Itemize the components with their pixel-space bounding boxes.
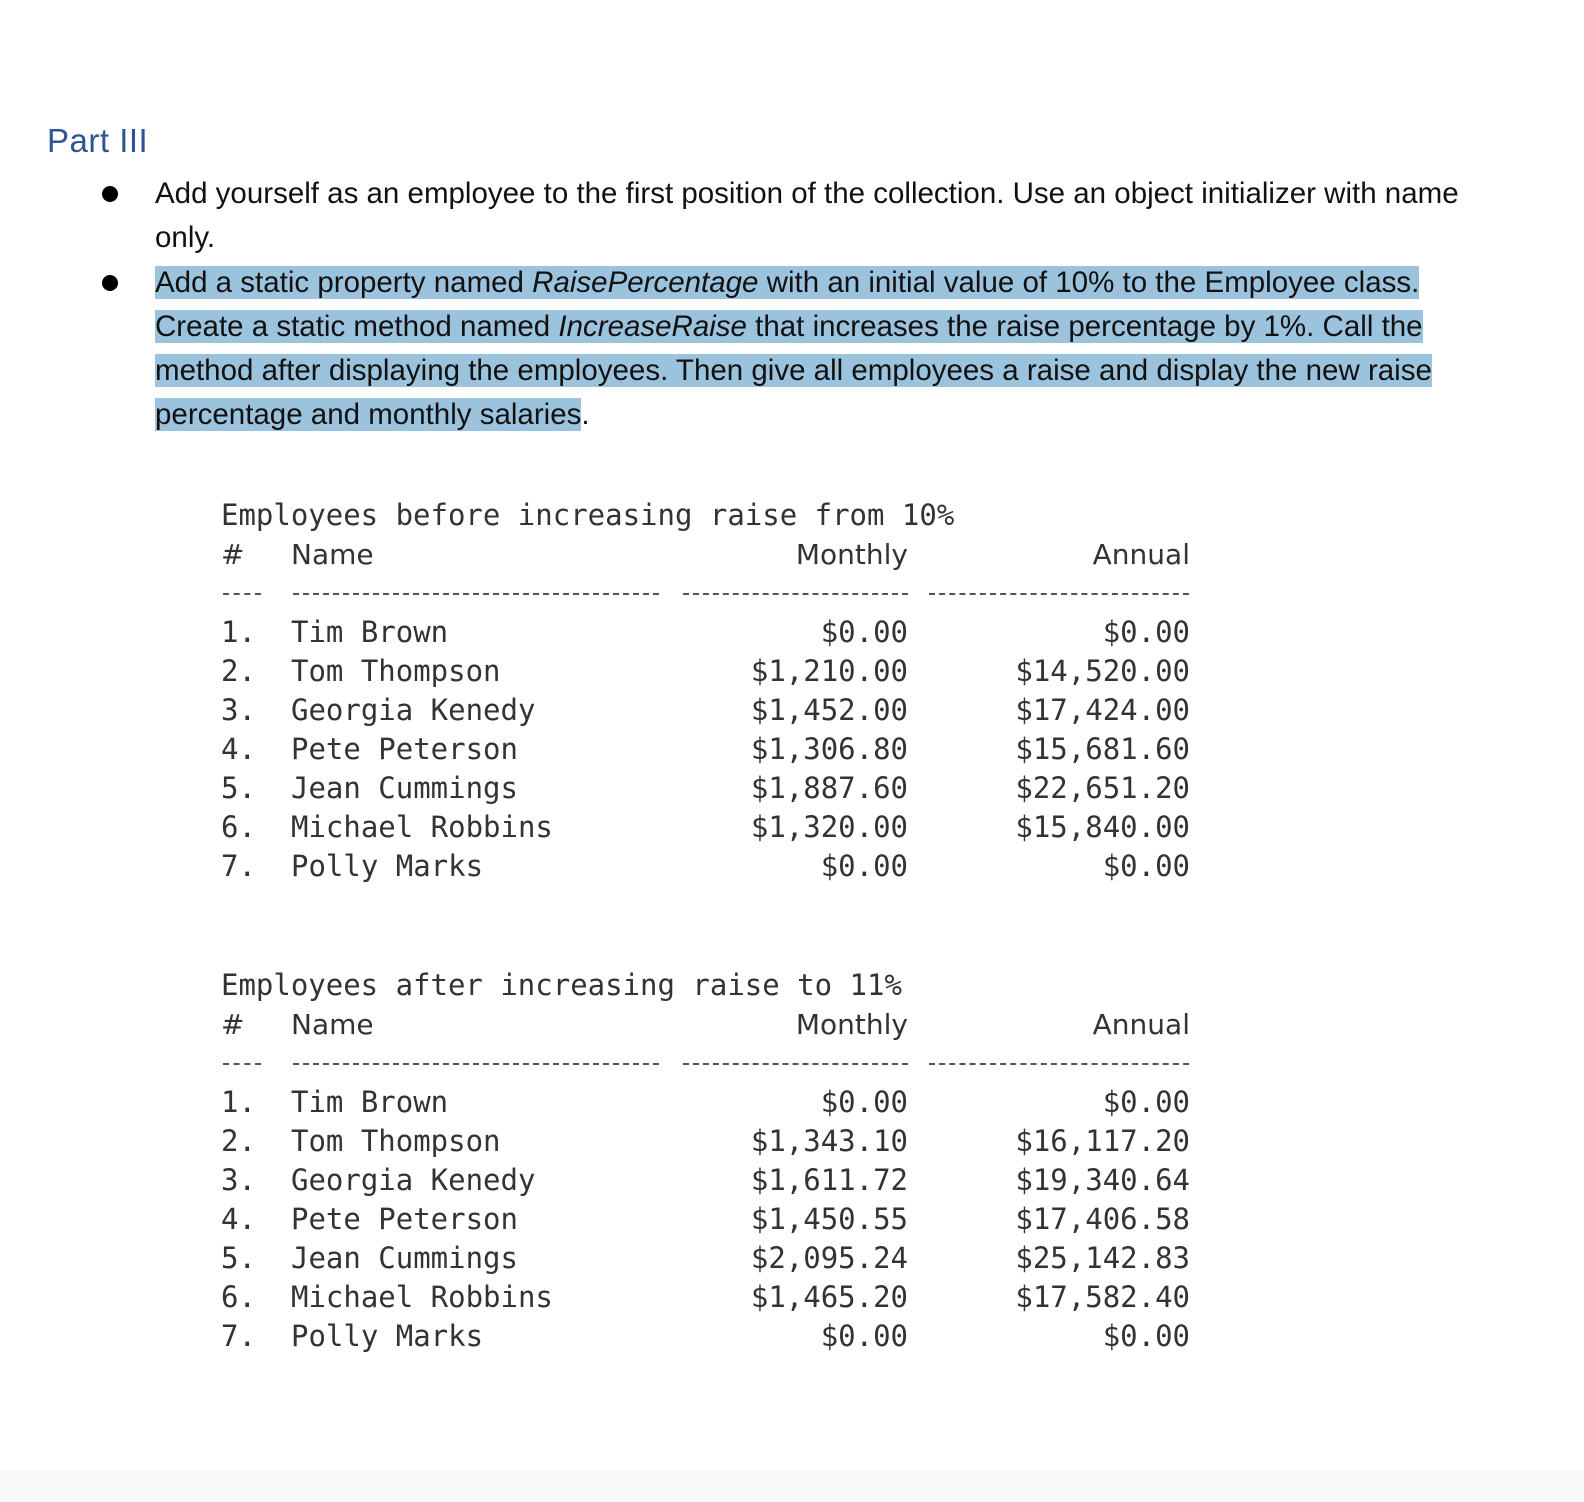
header-name: Name (291, 538, 374, 571)
monthly-salary: $1,343.10 (750, 1124, 908, 1158)
bullet-list (0, 172, 1584, 437)
table-row (221, 1161, 1201, 1200)
separator-dashes (223, 1063, 261, 1065)
employee-name: Pete Peterson (291, 1202, 518, 1236)
table-row (221, 1083, 1201, 1122)
row-number: 4. (221, 732, 256, 766)
row-number: 7. (221, 849, 256, 883)
table-row (221, 1239, 1201, 1278)
text-run: Add yourself as an employee to the first position of the collection. Use an object initializer with name only. (155, 177, 1459, 254)
annual-salary: $16,117.20 (1015, 1124, 1190, 1158)
employee-name: Tim Brown (291, 615, 449, 649)
row-number: 1. (221, 1085, 256, 1119)
bullet-text (155, 266, 1432, 431)
table-row (221, 1278, 1201, 1317)
table-row (221, 808, 1201, 847)
header-annual: Annual (1092, 1008, 1190, 1041)
table-caption: Employees before increasing raise from 10% (221, 498, 955, 532)
employee-name: Tim Brown (291, 1085, 449, 1119)
row-number: 5. (221, 1241, 256, 1275)
bullet-item (0, 261, 1475, 437)
employee-name: Tom Thompson (291, 654, 501, 688)
header-number: # (221, 1008, 245, 1041)
monthly-salary: $1,465.20 (750, 1280, 908, 1314)
annual-salary: $15,681.60 (1015, 732, 1190, 766)
monthly-salary: $1,320.00 (750, 810, 908, 844)
separator-dashes (683, 1063, 908, 1065)
employee-name: Georgia Kenedy (291, 693, 536, 727)
separator-dashes (929, 1063, 1189, 1065)
table-row (221, 769, 1201, 808)
annual-salary: $0.00 (1102, 1319, 1190, 1353)
row-number: 1. (221, 615, 256, 649)
row-number: 2. (221, 654, 256, 688)
monthly-salary: $0.00 (820, 1085, 908, 1119)
employee-name: Jean Cummings (291, 1241, 518, 1275)
annual-salary: $0.00 (1102, 849, 1190, 883)
separator-dashes (683, 593, 908, 595)
row-number: 3. (221, 1163, 256, 1197)
annual-salary: $19,340.64 (1015, 1163, 1190, 1197)
table-caption: Employees after increasing raise to 11% (221, 968, 902, 1002)
row-number: 2. (221, 1124, 256, 1158)
console-output-after (221, 966, 1201, 1356)
page-bottom-edge (0, 1470, 1584, 1502)
text-run: with an initial value of 10% to the Employee class. Create a static method named (155, 266, 1420, 343)
text-run: Add a static property named (155, 266, 533, 299)
table-row (221, 652, 1201, 691)
monthly-salary: $2,095.24 (750, 1241, 908, 1275)
annual-salary: $25,142.83 (1015, 1241, 1190, 1275)
table-row (221, 613, 1201, 652)
table-separator (221, 574, 1201, 613)
monthly-salary: $1,306.80 (750, 732, 908, 766)
row-number: 5. (221, 771, 256, 805)
header-name: Name (291, 1008, 374, 1041)
text-run: that increases the raise percentage by 1%. Call the method after displaying the employees. Then give all employees a raise and display the new raise percentage and monthly salaries (155, 310, 1432, 431)
employee-name: Pete Peterson (291, 732, 518, 766)
employee-name: Michael Robbins (291, 1280, 553, 1314)
employee-name: Georgia Kenedy (291, 1163, 536, 1197)
table-row (221, 691, 1201, 730)
table-row (221, 1200, 1201, 1239)
separator-dashes (293, 593, 659, 595)
table-row (221, 730, 1201, 769)
header-monthly: Monthly (795, 1008, 908, 1041)
header-annual: Annual (1092, 538, 1190, 571)
table-row (221, 1317, 1201, 1356)
row-number: 6. (221, 1280, 256, 1314)
annual-salary: $15,840.00 (1015, 810, 1190, 844)
row-number: 4. (221, 1202, 256, 1236)
bullet-dot-icon (102, 275, 118, 291)
header-monthly: Monthly (795, 538, 908, 571)
employee-name: Jean Cummings (291, 771, 518, 805)
console-output-before (221, 496, 1201, 886)
monthly-salary: $1,611.72 (750, 1163, 908, 1197)
monthly-salary: $1,210.00 (750, 654, 908, 688)
table-row (221, 847, 1201, 886)
text-run: . (581, 398, 590, 431)
table-header-row (221, 1005, 1201, 1044)
row-number: 3. (221, 693, 256, 727)
table-row (221, 1122, 1201, 1161)
monthly-salary: $1,450.55 (750, 1202, 908, 1236)
employee-name: Polly Marks (291, 1319, 484, 1353)
annual-salary: $17,406.58 (1015, 1202, 1190, 1236)
table-header-row (221, 535, 1201, 574)
row-number: 6. (221, 810, 256, 844)
annual-salary: $17,582.40 (1015, 1280, 1190, 1314)
monthly-salary: $0.00 (820, 615, 908, 649)
section-heading: Part III (47, 122, 149, 159)
separator-dashes (929, 593, 1189, 595)
annual-salary: $22,651.20 (1015, 771, 1190, 805)
annual-salary: $17,424.00 (1015, 693, 1190, 727)
table-separator (221, 1044, 1201, 1083)
bullet-dot-icon (102, 186, 118, 202)
employee-name: Polly Marks (291, 849, 484, 883)
employee-name: Michael Robbins (291, 810, 553, 844)
annual-salary: $0.00 (1102, 615, 1190, 649)
monthly-salary: $1,452.00 (750, 693, 908, 727)
row-number: 7. (221, 1319, 256, 1353)
employee-name: Tom Thompson (291, 1124, 501, 1158)
separator-dashes (223, 593, 261, 595)
monthly-salary: $1,887.60 (750, 771, 908, 805)
bullet-item (0, 172, 1475, 260)
code-identifier: RaisePercentage (532, 266, 759, 299)
annual-salary: $0.00 (1102, 1085, 1190, 1119)
header-number: # (221, 538, 245, 571)
separator-dashes (293, 1063, 659, 1065)
code-identifier: IncreaseRaise (558, 310, 747, 343)
monthly-salary: $0.00 (820, 849, 908, 883)
annual-salary: $14,520.00 (1015, 654, 1190, 688)
monthly-salary: $0.00 (820, 1319, 908, 1353)
bullet-text (155, 177, 1459, 254)
